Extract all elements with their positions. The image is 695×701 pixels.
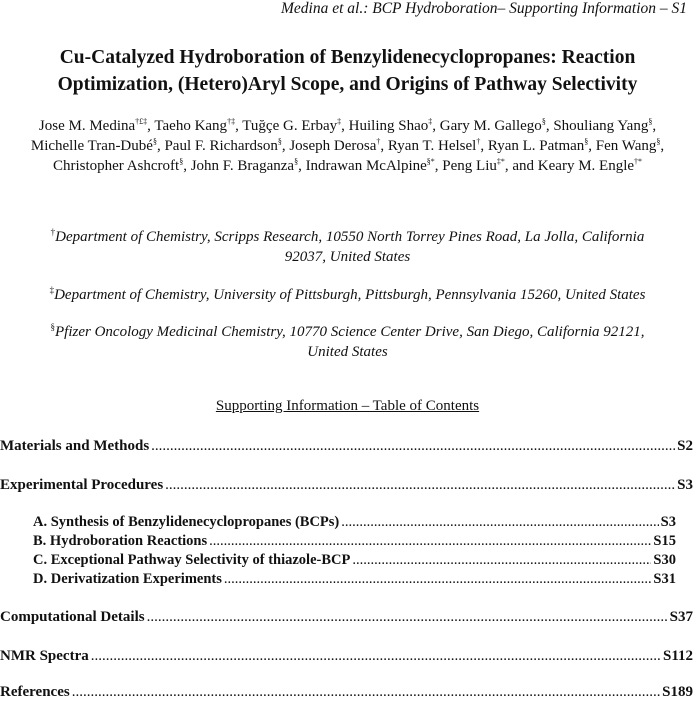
toc-subentry-hydroboration[interactable]: [33, 533, 676, 550]
toc-leader: [147, 609, 668, 626]
author-separator: ,: [432, 118, 440, 134]
toc-label: C. Exceptional Pathway Selectivity of thiazole-BCP: [33, 552, 351, 568]
affiliation-pfizer: [0, 322, 695, 362]
author-name: Indrawan McAlpine: [305, 158, 427, 174]
toc-page: S2: [677, 438, 693, 454]
toc-label: Experimental Procedures: [0, 477, 164, 493]
paper-title: [0, 44, 695, 98]
author-affiliation-mark: ‡: [337, 117, 342, 126]
author-separator: ,: [652, 118, 657, 134]
author-separator: ,: [281, 138, 290, 154]
author-line-2: [31, 138, 664, 154]
author-name: Ryan T. Helsel: [387, 138, 477, 154]
author-separator: ,: [341, 118, 349, 134]
toc-entry-nmr[interactable]: [0, 648, 693, 665]
author-name: Tuğçe G. Erbay: [242, 118, 338, 134]
author-separator: ,: [545, 118, 554, 134]
toc-leader: [352, 552, 651, 569]
author-affiliation-mark: §: [179, 157, 184, 166]
toc-label: Computational Details: [0, 609, 145, 625]
author-separator: ,: [660, 138, 665, 154]
author-affiliation-mark: §: [541, 117, 546, 126]
author-name: Jose M. Medina: [38, 118, 136, 134]
toc-label: D. Derivatization Experiments: [33, 571, 222, 587]
author-name: Taeho Kang: [154, 118, 228, 134]
author-name: Paul F. Richardson: [164, 138, 278, 154]
toc-entry-experimental[interactable]: [0, 477, 693, 494]
toc-entry-computational[interactable]: [0, 609, 693, 626]
author-name: John F. Braganza: [190, 158, 295, 174]
author-name: Shouliang Yang: [553, 118, 649, 134]
toc-label: NMR Spectra: [0, 648, 89, 664]
author-name: Ryan L. Patman: [487, 138, 585, 154]
toc-label: B. Hydroboration Reactions: [33, 533, 208, 549]
author-line-3: [53, 158, 642, 174]
author-separator: ,: [434, 158, 443, 174]
author-list: [0, 116, 695, 176]
toc-leader: [151, 438, 675, 455]
toc-page: S15: [653, 533, 676, 549]
author-affiliation-mark: †*: [634, 157, 643, 166]
toc-page: S37: [669, 609, 693, 625]
toc-leader: [224, 571, 652, 588]
author-affiliation-mark: ‡*: [496, 157, 505, 166]
affiliation-text: Pfizer Oncology Medicinal Chemistry, 10770 Science Center Drive, San Diego, California 92121,: [55, 324, 645, 340]
toc-subentry-derivatization[interactable]: [33, 571, 676, 588]
author-separator: ,: [298, 158, 306, 174]
affiliation-text-cont: 92037, United States: [284, 249, 411, 265]
author-line-1: [39, 118, 656, 134]
toc-entry-references[interactable]: [0, 684, 693, 701]
toc-leader: [209, 533, 651, 550]
author-separator: ,: [380, 138, 388, 154]
toc-leader: [72, 684, 660, 701]
author-affiliation-mark: §: [277, 137, 282, 146]
author-affiliation-mark: †: [476, 137, 481, 146]
author-separator: ,: [183, 158, 191, 174]
author-separator: ,: [147, 118, 155, 134]
toc-page: S3: [677, 477, 693, 493]
author-separator: ,: [235, 118, 243, 134]
author-name: Peng Liu: [442, 158, 497, 174]
affiliation-mark: †: [50, 227, 56, 237]
toc-page: S30: [653, 552, 676, 568]
author-affiliation-mark: §: [584, 137, 589, 146]
author-affiliation-mark: §: [152, 137, 157, 146]
running-header: Medina et al.: BCP Hydroboration– Supporting Information – S1: [281, 0, 687, 17]
toc-label: A. Synthesis of Benzylidenecyclopropanes (BCPs): [33, 514, 340, 530]
toc-label: References: [0, 684, 70, 700]
author-separator: , and: [504, 158, 538, 174]
affiliation-pittsburgh: [0, 285, 695, 305]
author-affiliation-mark: §*: [426, 157, 435, 166]
author-separator: ,: [480, 138, 488, 154]
author-name: Huiling Shao: [348, 118, 429, 134]
author-name: Keary M. Engle: [537, 158, 635, 174]
author-separator: ,: [156, 138, 165, 154]
affiliation-mark: ‡: [49, 285, 55, 295]
toc-entry-materials[interactable]: [0, 438, 693, 455]
author-affiliation-mark: ‡: [428, 117, 433, 126]
author-separator: ,: [588, 138, 596, 154]
toc-page: S3: [660, 514, 676, 530]
affiliation-scripps: [0, 227, 695, 267]
title-line-2: Optimization, (Hetero)Aryl Scope, and Origins of Pathway Selectivity: [57, 74, 638, 95]
toc-page: S189: [662, 684, 693, 700]
toc-leader: [91, 648, 661, 665]
toc-page: S112: [662, 648, 693, 664]
affiliation-text: Department of Chemistry, University of Pittsburgh, Pittsburgh, Pennsylvania 15260, United States: [54, 287, 646, 303]
toc-heading: Supporting Information – Table of Contents: [215, 398, 480, 414]
author-affiliation-mark: †£‡: [135, 117, 148, 126]
toc-subentry-synthesis[interactable]: [33, 514, 676, 531]
toc-page: S31: [653, 571, 676, 587]
author-name: Gary M. Gallego: [439, 118, 542, 134]
author-affiliation-mark: †: [376, 137, 381, 146]
toc-label: Materials and Methods: [0, 438, 150, 454]
author-name: Michelle Tran-Dubé: [30, 138, 153, 154]
affiliation-mark: §: [50, 322, 55, 332]
author-affiliation-mark: §: [656, 137, 661, 146]
author-name: Joseph Derosa: [289, 138, 377, 154]
author-affiliation-mark: †‡: [227, 117, 236, 126]
affiliation-text-cont: United States: [307, 344, 388, 360]
toc-leader: [165, 477, 675, 494]
author-affiliation-mark: §: [648, 117, 653, 126]
author-name: Christopher Ashcroft: [52, 158, 180, 174]
affiliation-text: Department of Chemistry, Scripps Research, 10550 North Torrey Pines Road, La Jolla, California: [55, 229, 645, 245]
toc-leader: [341, 514, 658, 531]
author-name: Fen Wang: [595, 138, 657, 154]
toc-subentry-thiazole[interactable]: [33, 552, 676, 569]
title-line-1: Cu-Catalyzed Hydroboration of Benzylidenecyclopropanes: Reaction: [59, 47, 636, 68]
author-affiliation-mark: §: [294, 157, 299, 166]
